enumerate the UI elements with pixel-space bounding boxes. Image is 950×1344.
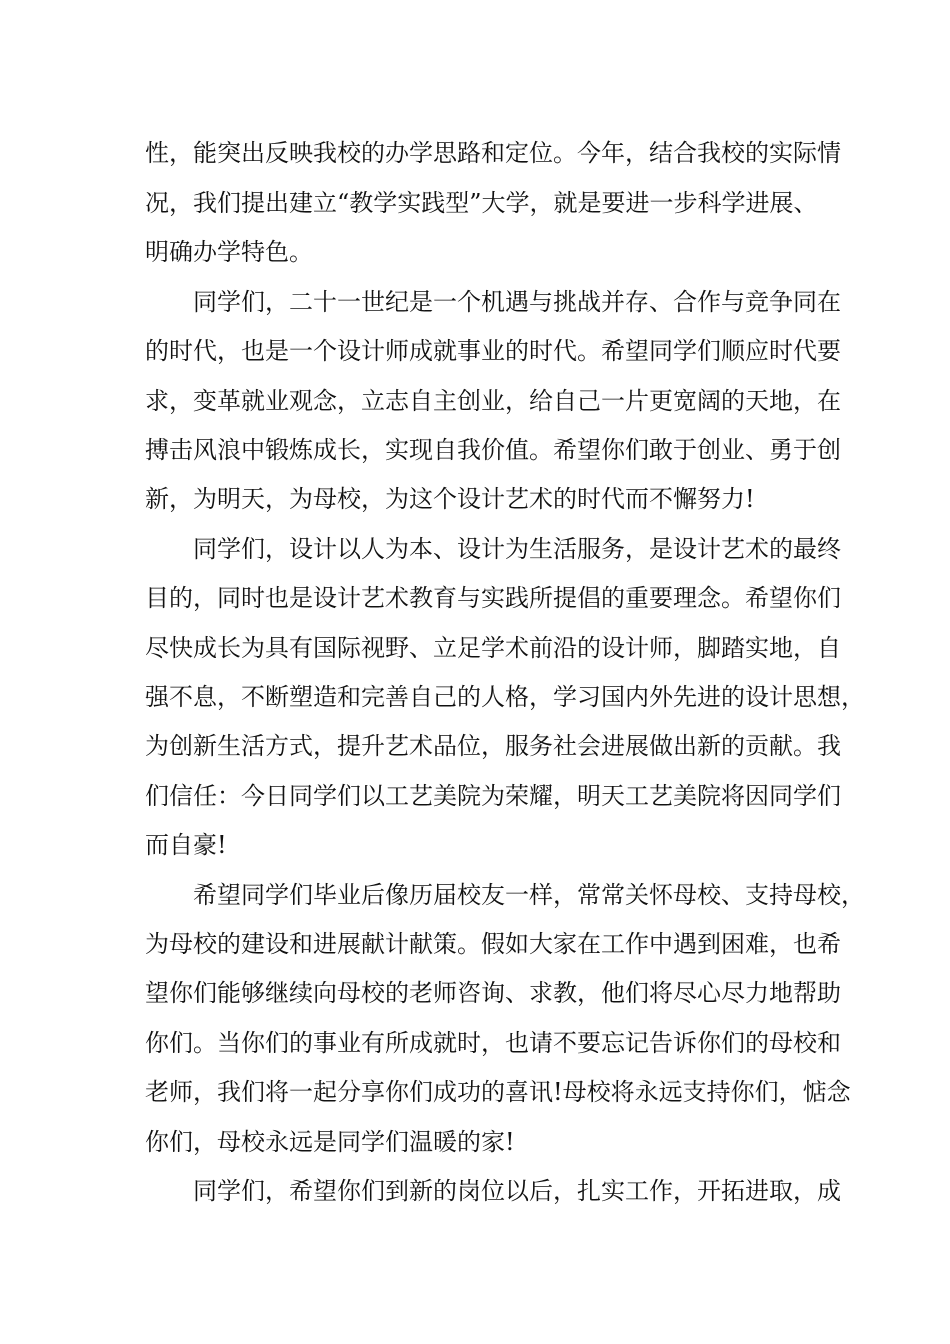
text-line: 你们，母校永远是同学们温暖的家! bbox=[145, 1128, 515, 1156]
text-line: 为母校的建设和进展献计献策。假如大家在工作中遇到困难，也希 bbox=[145, 930, 841, 958]
text-line: 们信任：今日同学们以工艺美院为荣耀，明天工艺美院将因同学们 bbox=[145, 782, 841, 810]
text-line: 性，能突出反映我校的办学思路和定位。今年，结合我校的实际情 bbox=[145, 139, 841, 167]
text-line: 为创新生活方式，提升艺术品位，服务社会进展做出新的贡献。我 bbox=[145, 732, 841, 760]
text-line: 明确办学特色。 bbox=[145, 238, 313, 266]
text-line: 目的，同时也是设计艺术教育与实践所提倡的重要理念。希望你们 bbox=[145, 584, 841, 612]
paragraph-first-line: 希望同学们毕业后像历届校友一样，常常关怀母校、支持母校， bbox=[193, 881, 865, 909]
paragraph-first-line: 同学们，二十一世纪是一个机遇与挑战并存、合作与竞争同在 bbox=[193, 288, 841, 316]
text-line: 搏击风浪中锻炼成长，实现自我价值。希望你们敢于创业、勇于创 bbox=[145, 436, 841, 464]
text-line: 求，变革就业观念，立志自主创业，给自己一片更宽阔的天地，在 bbox=[145, 387, 841, 415]
text-line: 的时代，也是一个设计师成就事业的时代。希望同学们顺应时代要 bbox=[145, 337, 841, 365]
paragraph-first-line: 同学们，设计以人为本、设计为生活服务，是设计艺术的最终 bbox=[193, 535, 841, 563]
text-line: 况，我们提出建立“教学实践型”大学，就是要进一步科学进展、 bbox=[145, 189, 818, 217]
text-line: 老师，我们将一起分享你们成功的喜讯!母校将永远支持你们，惦念 bbox=[145, 1078, 851, 1106]
text-line: 强不息，不断塑造和完善自己的人格，学习国内外先进的设计思想， bbox=[145, 683, 865, 711]
text-line: 而自豪! bbox=[145, 831, 227, 859]
text-line: 尽快成长为具有国际视野、立足学术前沿的设计师，脚踏实地，自 bbox=[145, 634, 841, 662]
text-line: 望你们能够继续向母校的老师咨询、求教，他们将尽心尽力地帮助 bbox=[145, 979, 841, 1007]
paragraph-first-line: 同学们，希望你们到新的岗位以后，扎实工作，开拓进取，成 bbox=[193, 1177, 841, 1205]
text-line: 新，为明天，为母校，为这个设计艺术的时代而不懈努力! bbox=[145, 485, 755, 513]
text-line: 你们。当你们的事业有所成就时，也请不要忘记告诉你们的母校和 bbox=[145, 1029, 841, 1057]
